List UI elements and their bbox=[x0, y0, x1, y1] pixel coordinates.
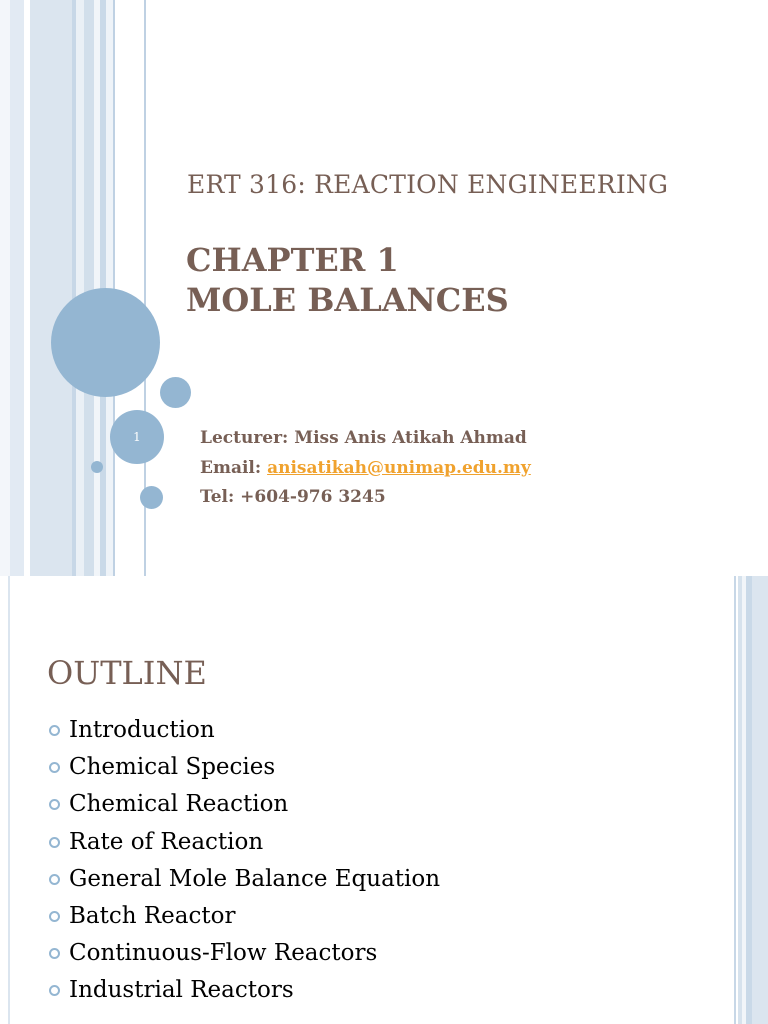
decorative-stripe bbox=[734, 576, 736, 1024]
decorative-stripe bbox=[8, 576, 10, 1024]
outline-item: Batch Reactor bbox=[47, 898, 440, 935]
decorative-stripe bbox=[84, 0, 94, 576]
email-link[interactable]: anisatikah@unimap.edu.my bbox=[267, 457, 531, 478]
outline-list bbox=[47, 712, 440, 1010]
circle-bullet-icon bbox=[49, 874, 60, 885]
outline-slide bbox=[0, 576, 768, 1024]
email-line bbox=[200, 454, 531, 484]
outline-item: Introduction bbox=[47, 712, 440, 749]
slide-number: 1 bbox=[133, 430, 141, 444]
outline-heading: OUTLINE bbox=[47, 654, 207, 692]
decorative-stripe bbox=[76, 0, 84, 576]
course-title: ERT 316: REACTION ENGINEERING bbox=[187, 170, 669, 199]
outline-item: Chemical Species bbox=[47, 749, 440, 786]
circle-bullet-icon bbox=[49, 762, 60, 773]
decorative-stripe bbox=[10, 0, 24, 576]
circle-bullet-icon bbox=[49, 985, 60, 996]
email-label: Email: bbox=[200, 457, 268, 478]
telephone: Tel: +604-976 3245 bbox=[200, 487, 386, 507]
chapter-topic: MOLE BALANCES bbox=[186, 281, 509, 319]
circle-bullet-icon bbox=[49, 799, 60, 810]
lecturer-info bbox=[200, 424, 531, 513]
circle-bullet-icon bbox=[49, 948, 60, 959]
decorative-circle bbox=[140, 486, 163, 509]
lecturer-name: Lecturer: Miss Anis Atikah Ahmad bbox=[200, 428, 527, 448]
decorative-stripe bbox=[30, 0, 72, 576]
circle-bullet-icon bbox=[49, 725, 60, 736]
outline-item: Industrial Reactors bbox=[47, 972, 440, 1009]
outline-item: Rate of Reaction bbox=[47, 824, 440, 861]
decorative-stripe bbox=[0, 0, 10, 576]
outline-item: Chemical Reaction bbox=[47, 786, 440, 823]
circle-bullet-icon bbox=[49, 911, 60, 922]
decorative-circle-small bbox=[91, 461, 103, 473]
outline-item: General Mole Balance Equation bbox=[47, 861, 440, 898]
decorative-stripe bbox=[752, 576, 768, 1024]
decorative-circle-large bbox=[51, 288, 160, 397]
chapter-title bbox=[186, 240, 509, 320]
circle-bullet-icon bbox=[49, 837, 60, 848]
outline-item: Continuous-Flow Reactors bbox=[47, 935, 440, 972]
decorative-circle bbox=[160, 377, 191, 408]
chapter-number: CHAPTER 1 bbox=[186, 241, 399, 279]
